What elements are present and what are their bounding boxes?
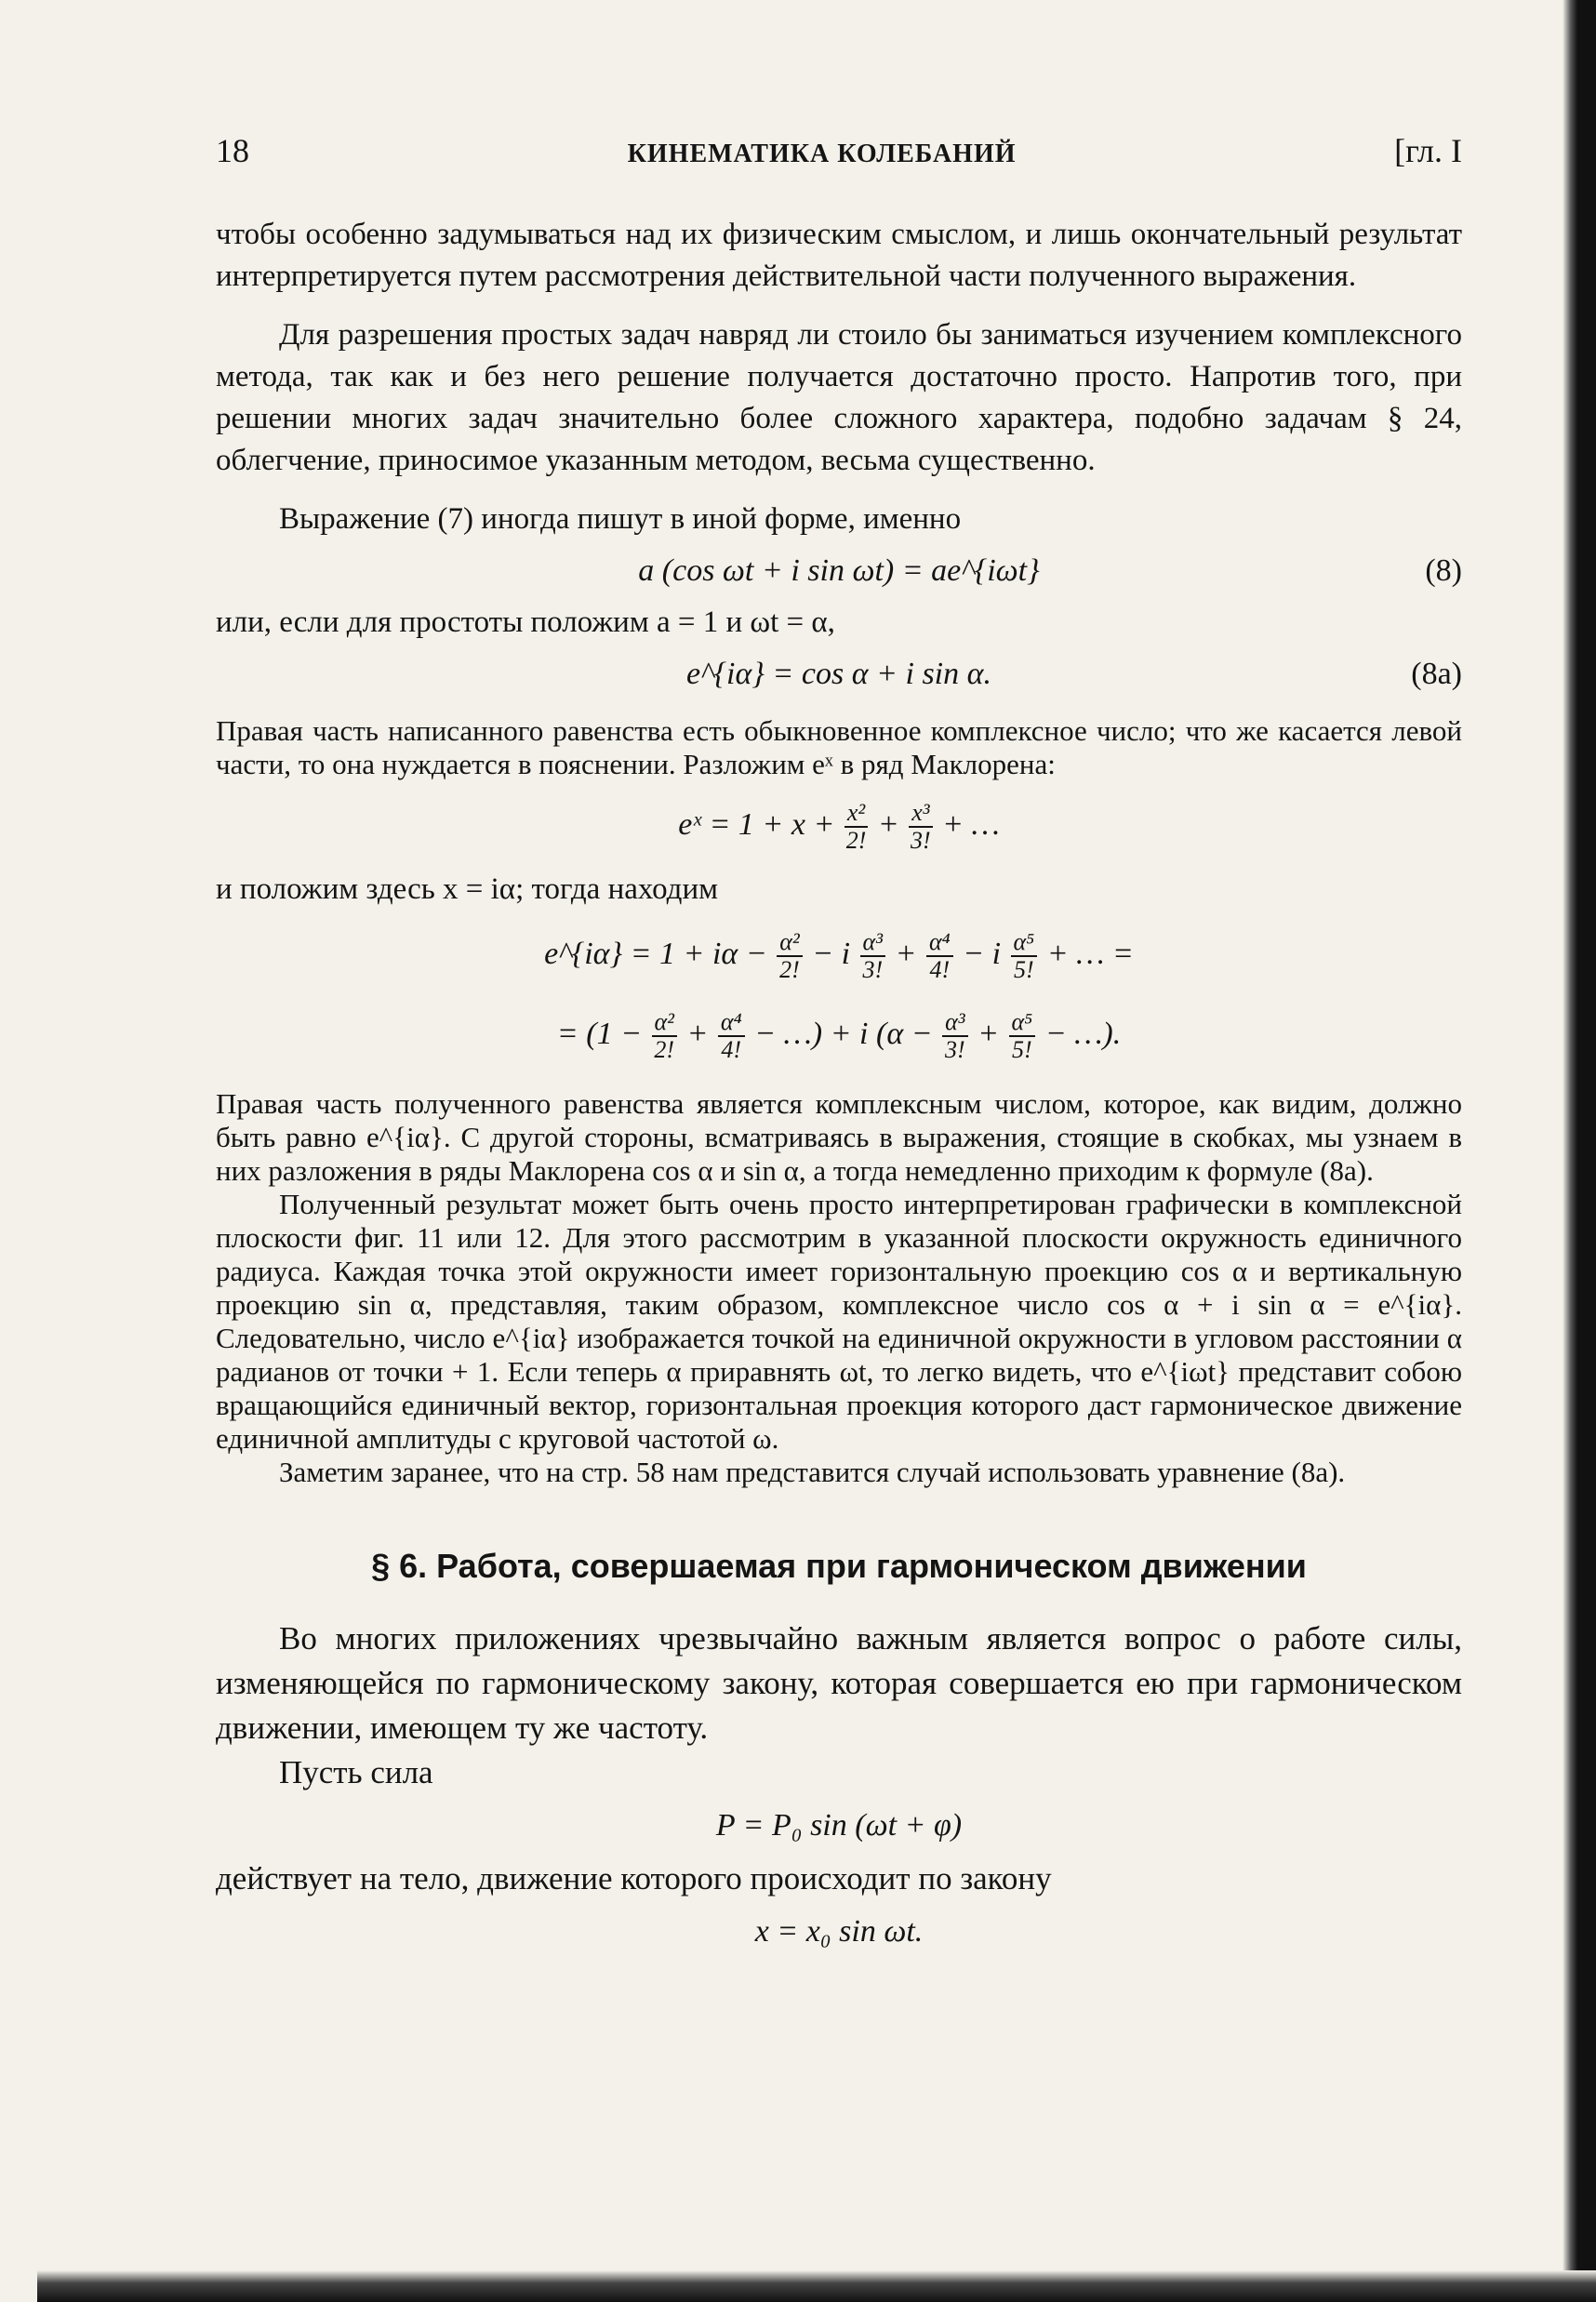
paragraph-12: действует на тело, движение которого происходит по закону: [216, 1860, 1052, 1896]
fraction2-a3: $\frac{\text{α³}}{3!}$: [942, 1009, 967, 1063]
paragraph-7: Правая часть полученного равенства является комплексным числом, которое, как видим, должно быть равно e^{iα}. С другой стороны, всматриваясь в выражения, стоящие в скобках, мы узнаем в них разложения в ряды Маклорена cos α и sin α, а тогда немедленно приходим к формуле (8a).: [216, 1087, 1462, 1187]
fraction-x3: $\frac{\text{x³}}{3!}$: [911, 799, 931, 855]
section-heading: § 6. Работа, совершаемая при гармоническом движении: [371, 1547, 1307, 1585]
equation-8-body: a (cos ωt + i sin ωt) = ae^{iωt}: [638, 553, 1040, 588]
series-minus-i: − i: [812, 937, 851, 971]
paragraph-6: и положим здесь x = iα; тогда находим: [216, 872, 719, 906]
series-minus-i-2: − i: [963, 937, 1002, 971]
equation-8a: [216, 651, 1462, 698]
paragraph-9: Заметим заранее, что на стр. 58 нам представится случай использовать уравнение (8a).: [279, 1456, 1346, 1488]
paragraph-3: Выражение (7) иногда пишут в иной форме, именно: [279, 502, 962, 536]
equation-8a-number: (8a): [1411, 657, 1462, 691]
equation-8: [216, 548, 1462, 594]
equation-motion-body: x = x₀ sin ωt.: [754, 1914, 924, 1949]
series2-part-a: = (1 −: [556, 1017, 643, 1051]
paragraph-10: Во многих приложениях чрезвычайно важным является вопрос о работе силы, изменяющейся по гармоническому закону, которая совершается ею при гармоническом движении, имеющем ту же частоту.: [216, 1620, 1462, 1746]
fraction-x2: $\frac{\text{x²}}{2!}$: [845, 799, 867, 855]
fraction2-a2: $\frac{\text{α²}}{2!}$: [652, 1009, 677, 1063]
page-edge-shadow-right: [1563, 0, 1596, 2302]
fraction-a3: $\frac{\text{α³}}{3!}$: [860, 929, 885, 983]
chapter-label: [гл. I: [1394, 132, 1462, 169]
equation-force-body: P = P₀ sin (ωt + φ): [715, 1808, 963, 1843]
paragraph-1: чтобы особенно задумываться над их физическим смыслом, и лишь окончательный результат интерпретируется путем рассмотрения действительной части полученного выражения.: [216, 218, 1462, 293]
equation-motion: [216, 1909, 1462, 1955]
equation-8-number: (8): [1425, 553, 1462, 588]
page-content: [216, 130, 1462, 1963]
equation-maclaurin: eˣ = 1 + x + $\frac{\text{x²}}{2!}$ + $\frac{\text{x³}}{3!}$ + …: [678, 799, 1000, 855]
paragraph-8: Полученный результат может быть очень просто интерпретирован графически в комплексной плоскости фиг. 11 или 12. Для этого рассмотрим в указанной плоскости окружность единичного радиуса. Каждая точка этой окружности имеет горизонтальную проекцию cos α и вертикальную проекцию sin α, представляя, таким образом, комплексное число cos α + i sin α = e^{iα}. Следовательно, число e^{iα} изображается точкой на единичной окружности в угловом расстоянии α радианов от точки + 1. Если теперь α приравнять ωt, то легко видеть, что e^{iωt} представит собою вращающийся единичный вектор, горизонтальная проекция которого даст гармоническое движение единичной амплитуды с круговой частотой ω.: [216, 1188, 1462, 1455]
running-title: КИНЕМАТИКА КОЛЕБАНИЙ: [627, 140, 1017, 168]
page-edge-shadow-bottom: [37, 2270, 1596, 2302]
fraction2-a4: $\frac{\text{α⁴}}{4!}$: [718, 1009, 745, 1063]
equation-series-line-1: [216, 918, 1462, 991]
fraction-a2: $\frac{\text{α²}}{2!}$: [777, 929, 802, 983]
paragraph-2: Для разрешения простых задач навряд ли стоило бы заниматься изучением комплексного метода, так как и без него решение получается достаточно просто. Напротив того, при решении многих задач значительно более сложного характера, подобно задачам § 24, облегчение, приносимое указанным методом, весьма существенно.: [216, 318, 1462, 477]
paragraph-4: или, если для простоты положим a = 1 и ωt = α,: [216, 605, 835, 639]
paragraph-11: Пусть сила: [279, 1754, 433, 1790]
maclaurin-tail: + …: [942, 807, 1000, 842]
equation-8a-body: e^{iα} = cos α + i sin α.: [686, 657, 991, 691]
maclaurin-lhs: eˣ = 1 + x +: [678, 807, 835, 842]
page-number: 18: [216, 132, 249, 169]
equation-series-line-2: = (1 − $\frac{\text{α²}}{2!}$ + $\frac{\text{α⁴}}{4!}$ − …) + i (α − $\frac{\text{α³}}{3!}$ + $\frac{\text{α⁵}}{5!}$ − …).: [556, 1008, 1122, 1064]
fraction2-a5: $\frac{\text{α⁵}}{5!}$: [1009, 1009, 1036, 1063]
running-header: [216, 130, 1462, 175]
equation-force: [216, 1803, 1462, 1849]
series-tail: + … =: [1046, 937, 1134, 971]
series-plus: +: [895, 937, 917, 971]
paragraph-5: Правая часть написанного равенства есть обыкновенное комплексное число; что же касается левой части, то она нуждается в пояснении. Разложим eˣ в ряд Маклорена:: [216, 714, 1462, 780]
series2-part-b: − …) + i (α −: [754, 1017, 933, 1051]
fraction-a5: $\frac{\text{α⁵}}{5!}$: [1011, 929, 1038, 983]
fraction-a4: $\frac{\text{α⁴}}{4!}$: [926, 929, 953, 983]
series2-part-c: − …).: [1044, 1017, 1122, 1051]
series-lhs: e^{iα} = 1 + iα −: [544, 937, 767, 971]
